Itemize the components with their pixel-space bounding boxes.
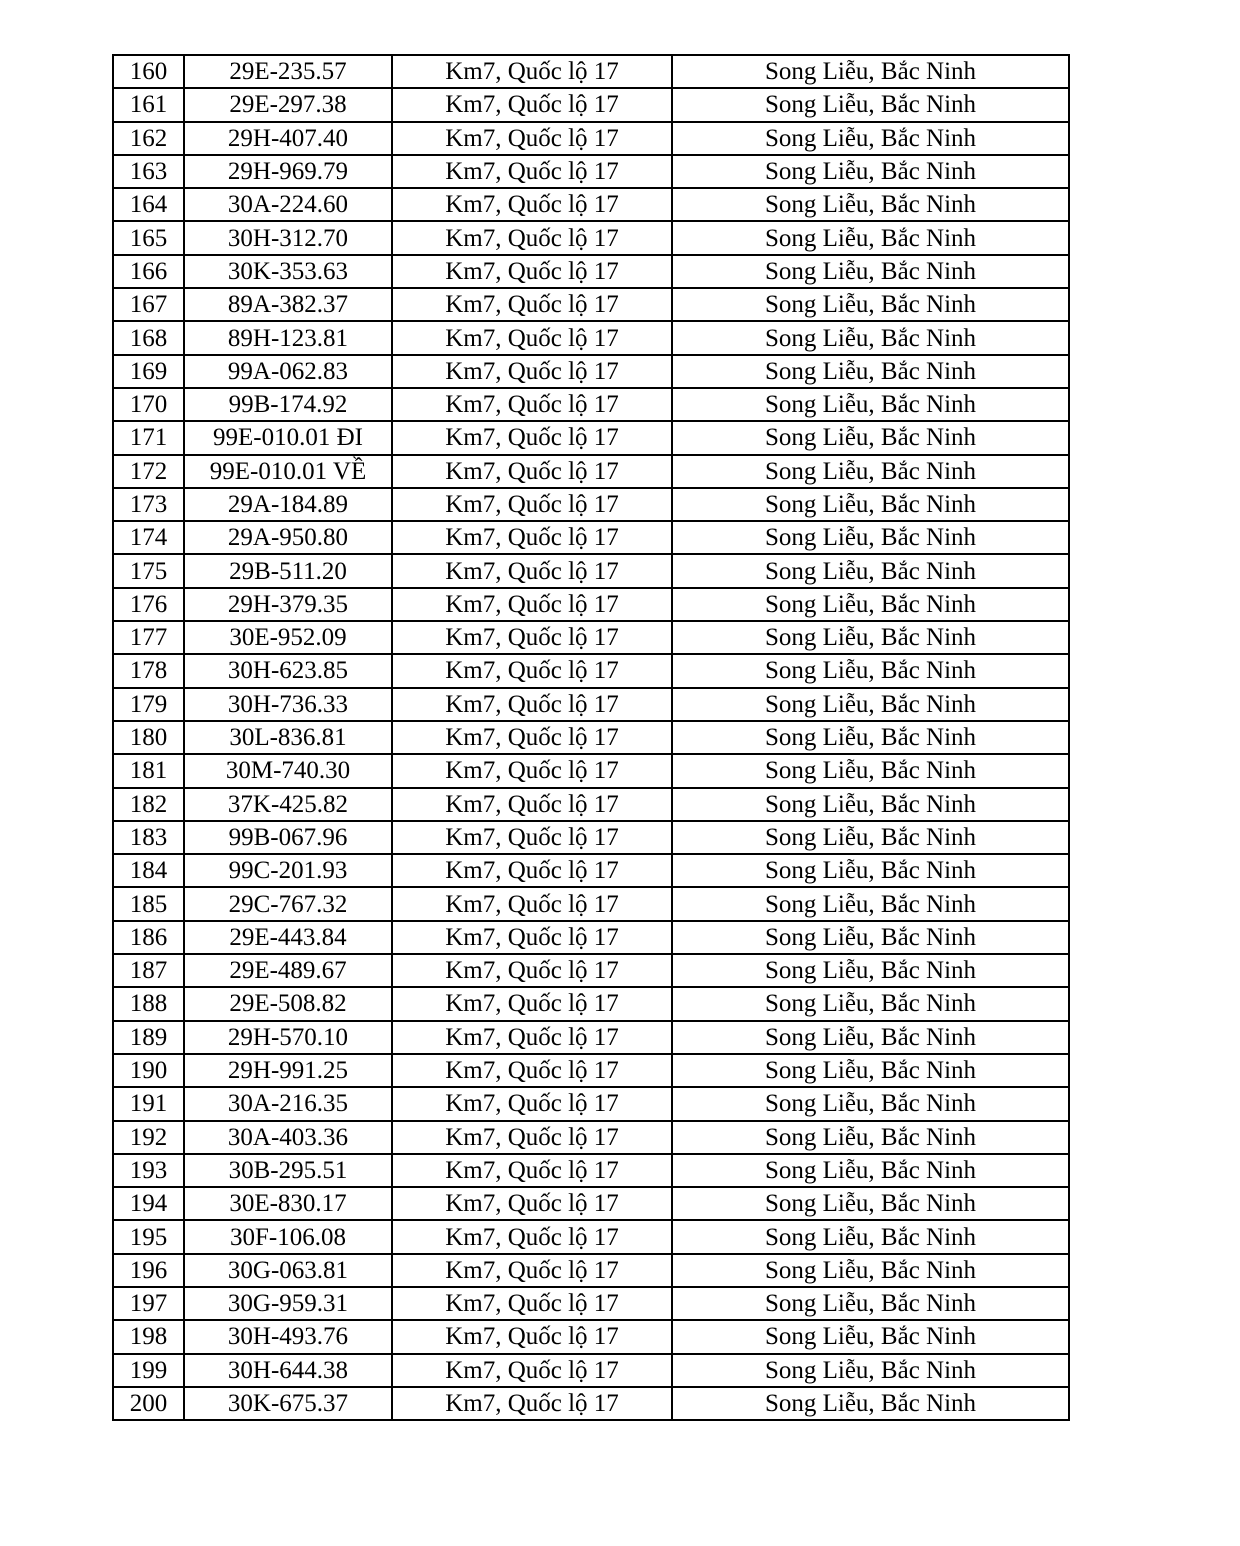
unit-cell: Song Liễu, Bắc Ninh [672, 1220, 1069, 1253]
unit-cell: Song Liễu, Bắc Ninh [672, 954, 1069, 987]
location-cell: Km7, Quốc lộ 17 [392, 1320, 672, 1353]
unit-cell: Song Liễu, Bắc Ninh [672, 1021, 1069, 1054]
location-cell: Km7, Quốc lộ 17 [392, 388, 672, 421]
table-row [113, 588, 1069, 621]
row-number-cell: 180 [113, 721, 184, 754]
table-row [113, 621, 1069, 654]
license-plate-cell: 30B-295.51 [184, 1154, 392, 1187]
license-plate-cell: 30G-959.31 [184, 1287, 392, 1320]
unit-cell: Song Liễu, Bắc Ninh [672, 921, 1069, 954]
table-row [113, 321, 1069, 354]
table-row [113, 1220, 1069, 1253]
license-plate-cell: 29E-443.84 [184, 921, 392, 954]
row-number-cell: 193 [113, 1154, 184, 1187]
unit-cell: Song Liễu, Bắc Ninh [672, 122, 1069, 155]
location-cell: Km7, Quốc lộ 17 [392, 421, 672, 454]
table-row [113, 1320, 1069, 1353]
table-row [113, 987, 1069, 1020]
location-cell: Km7, Quốc lộ 17 [392, 155, 672, 188]
location-cell: Km7, Quốc lộ 17 [392, 1087, 672, 1120]
table-row [113, 954, 1069, 987]
row-number-cell: 182 [113, 788, 184, 821]
row-number-cell: 165 [113, 221, 184, 254]
license-plate-cell: 30E-952.09 [184, 621, 392, 654]
table-row [113, 355, 1069, 388]
row-number-cell: 194 [113, 1187, 184, 1220]
license-plate-cell: 99E-010.01 VỀ [184, 455, 392, 488]
row-number-cell: 192 [113, 1121, 184, 1154]
location-cell: Km7, Quốc lộ 17 [392, 1021, 672, 1054]
row-number-cell: 171 [113, 421, 184, 454]
license-plate-cell: 89A-382.37 [184, 288, 392, 321]
table-row [113, 488, 1069, 521]
table-row [113, 221, 1069, 254]
license-plate-cell: 29B-511.20 [184, 554, 392, 587]
license-plate-cell: 29E-508.82 [184, 987, 392, 1020]
table-row [113, 1187, 1069, 1220]
license-plate-cell: 30G-063.81 [184, 1254, 392, 1287]
unit-cell: Song Liễu, Bắc Ninh [672, 754, 1069, 787]
location-cell: Km7, Quốc lộ 17 [392, 921, 672, 954]
location-cell: Km7, Quốc lộ 17 [392, 1054, 672, 1087]
unit-cell: Song Liễu, Bắc Ninh [672, 1254, 1069, 1287]
location-cell: Km7, Quốc lộ 17 [392, 88, 672, 121]
table-row [113, 1087, 1069, 1120]
license-plate-cell: 99B-067.96 [184, 821, 392, 854]
unit-cell: Song Liễu, Bắc Ninh [672, 588, 1069, 621]
table-row [113, 1054, 1069, 1087]
license-plate-cell: 30F-106.08 [184, 1220, 392, 1253]
row-number-cell: 179 [113, 688, 184, 721]
unit-cell: Song Liễu, Bắc Ninh [672, 1154, 1069, 1187]
unit-cell: Song Liễu, Bắc Ninh [672, 821, 1069, 854]
table-row [113, 1021, 1069, 1054]
location-cell: Km7, Quốc lộ 17 [392, 455, 672, 488]
row-number-cell: 162 [113, 122, 184, 155]
license-plate-cell: 99B-174.92 [184, 388, 392, 421]
row-number-cell: 199 [113, 1354, 184, 1387]
row-number-cell: 197 [113, 1287, 184, 1320]
row-number-cell: 167 [113, 288, 184, 321]
location-cell: Km7, Quốc lộ 17 [392, 1121, 672, 1154]
row-number-cell: 187 [113, 954, 184, 987]
row-number-cell: 185 [113, 887, 184, 920]
license-plate-cell: 29H-570.10 [184, 1021, 392, 1054]
table-row [113, 421, 1069, 454]
location-cell: Km7, Quốc lộ 17 [392, 1387, 672, 1420]
unit-cell: Song Liễu, Bắc Ninh [672, 1287, 1069, 1320]
unit-cell: Song Liễu, Bắc Ninh [672, 521, 1069, 554]
location-cell: Km7, Quốc lộ 17 [392, 1220, 672, 1253]
unit-cell: Song Liễu, Bắc Ninh [672, 621, 1069, 654]
location-cell: Km7, Quốc lộ 17 [392, 255, 672, 288]
unit-cell: Song Liễu, Bắc Ninh [672, 1121, 1069, 1154]
location-cell: Km7, Quốc lộ 17 [392, 987, 672, 1020]
license-plate-cell: 30A-403.36 [184, 1121, 392, 1154]
location-cell: Km7, Quốc lộ 17 [392, 122, 672, 155]
records-table [112, 54, 1070, 1421]
table-row [113, 455, 1069, 488]
table-row [113, 388, 1069, 421]
unit-cell: Song Liễu, Bắc Ninh [672, 654, 1069, 687]
row-number-cell: 190 [113, 1054, 184, 1087]
license-plate-cell: 30K-353.63 [184, 255, 392, 288]
row-number-cell: 173 [113, 488, 184, 521]
row-number-cell: 196 [113, 1254, 184, 1287]
row-number-cell: 169 [113, 355, 184, 388]
unit-cell: Song Liễu, Bắc Ninh [672, 788, 1069, 821]
license-plate-cell: 30H-493.76 [184, 1320, 392, 1353]
table-row [113, 688, 1069, 721]
row-number-cell: 198 [113, 1320, 184, 1353]
row-number-cell: 172 [113, 455, 184, 488]
unit-cell: Song Liễu, Bắc Ninh [672, 854, 1069, 887]
location-cell: Km7, Quốc lộ 17 [392, 1154, 672, 1187]
location-cell: Km7, Quốc lộ 17 [392, 621, 672, 654]
unit-cell: Song Liễu, Bắc Ninh [672, 421, 1069, 454]
unit-cell: Song Liễu, Bắc Ninh [672, 88, 1069, 121]
license-plate-cell: 29A-950.80 [184, 521, 392, 554]
row-number-cell: 200 [113, 1387, 184, 1420]
row-number-cell: 164 [113, 188, 184, 221]
location-cell: Km7, Quốc lộ 17 [392, 321, 672, 354]
table-row [113, 1287, 1069, 1320]
location-cell: Km7, Quốc lộ 17 [392, 554, 672, 587]
table-row [113, 255, 1069, 288]
unit-cell: Song Liễu, Bắc Ninh [672, 288, 1069, 321]
table-row [113, 721, 1069, 754]
location-cell: Km7, Quốc lộ 17 [392, 288, 672, 321]
license-plate-cell: 30E-830.17 [184, 1187, 392, 1220]
unit-cell: Song Liễu, Bắc Ninh [672, 887, 1069, 920]
license-plate-cell: 29H-991.25 [184, 1054, 392, 1087]
row-number-cell: 186 [113, 921, 184, 954]
location-cell: Km7, Quốc lộ 17 [392, 488, 672, 521]
unit-cell: Song Liễu, Bắc Ninh [672, 1320, 1069, 1353]
unit-cell: Song Liễu, Bắc Ninh [672, 1087, 1069, 1120]
location-cell: Km7, Quốc lộ 17 [392, 954, 672, 987]
table-row [113, 754, 1069, 787]
unit-cell: Song Liễu, Bắc Ninh [672, 388, 1069, 421]
license-plate-cell: 30L-836.81 [184, 721, 392, 754]
unit-cell: Song Liễu, Bắc Ninh [672, 221, 1069, 254]
row-number-cell: 175 [113, 554, 184, 587]
license-plate-cell: 29E-297.38 [184, 88, 392, 121]
unit-cell: Song Liễu, Bắc Ninh [672, 688, 1069, 721]
location-cell: Km7, Quốc lộ 17 [392, 788, 672, 821]
location-cell: Km7, Quốc lộ 17 [392, 521, 672, 554]
license-plate-cell: 29A-184.89 [184, 488, 392, 521]
location-cell: Km7, Quốc lộ 17 [392, 221, 672, 254]
location-cell: Km7, Quốc lộ 17 [392, 1287, 672, 1320]
license-plate-cell: 29H-379.35 [184, 588, 392, 621]
location-cell: Km7, Quốc lộ 17 [392, 654, 672, 687]
license-plate-cell: 30A-224.60 [184, 188, 392, 221]
license-plate-cell: 30K-675.37 [184, 1387, 392, 1420]
unit-cell: Song Liễu, Bắc Ninh [672, 488, 1069, 521]
license-plate-cell: 30H-623.85 [184, 654, 392, 687]
location-cell: Km7, Quốc lộ 17 [392, 688, 672, 721]
unit-cell: Song Liễu, Bắc Ninh [672, 255, 1069, 288]
location-cell: Km7, Quốc lộ 17 [392, 721, 672, 754]
license-plate-cell: 29C-767.32 [184, 887, 392, 920]
table-row [113, 821, 1069, 854]
location-cell: Km7, Quốc lộ 17 [392, 1187, 672, 1220]
records-table-body [113, 55, 1069, 1420]
row-number-cell: 181 [113, 754, 184, 787]
row-number-cell: 189 [113, 1021, 184, 1054]
license-plate-cell: 37K-425.82 [184, 788, 392, 821]
table-row [113, 1387, 1069, 1420]
table-row [113, 921, 1069, 954]
location-cell: Km7, Quốc lộ 17 [392, 588, 672, 621]
row-number-cell: 174 [113, 521, 184, 554]
unit-cell: Song Liễu, Bắc Ninh [672, 1187, 1069, 1220]
row-number-cell: 170 [113, 388, 184, 421]
table-row [113, 1154, 1069, 1187]
license-plate-cell: 99C-201.93 [184, 854, 392, 887]
license-plate-cell: 30H-736.33 [184, 688, 392, 721]
license-plate-cell: 30M-740.30 [184, 754, 392, 787]
row-number-cell: 161 [113, 88, 184, 121]
unit-cell: Song Liễu, Bắc Ninh [672, 1054, 1069, 1087]
location-cell: Km7, Quốc lộ 17 [392, 887, 672, 920]
table-row [113, 887, 1069, 920]
row-number-cell: 177 [113, 621, 184, 654]
license-plate-cell: 29E-235.57 [184, 55, 392, 88]
location-cell: Km7, Quốc lộ 17 [392, 188, 672, 221]
license-plate-cell: 29E-489.67 [184, 954, 392, 987]
table-row [113, 155, 1069, 188]
location-cell: Km7, Quốc lộ 17 [392, 1254, 672, 1287]
row-number-cell: 178 [113, 654, 184, 687]
unit-cell: Song Liễu, Bắc Ninh [672, 321, 1069, 354]
location-cell: Km7, Quốc lộ 17 [392, 355, 672, 388]
unit-cell: Song Liễu, Bắc Ninh [672, 55, 1069, 88]
row-number-cell: 163 [113, 155, 184, 188]
unit-cell: Song Liễu, Bắc Ninh [672, 355, 1069, 388]
table-row [113, 788, 1069, 821]
row-number-cell: 184 [113, 854, 184, 887]
row-number-cell: 183 [113, 821, 184, 854]
license-plate-cell: 99E-010.01 ĐI [184, 421, 392, 454]
license-plate-cell: 99A-062.83 [184, 355, 392, 388]
license-plate-cell: 30H-644.38 [184, 1354, 392, 1387]
row-number-cell: 168 [113, 321, 184, 354]
license-plate-cell: 30H-312.70 [184, 221, 392, 254]
unit-cell: Song Liễu, Bắc Ninh [672, 455, 1069, 488]
unit-cell: Song Liễu, Bắc Ninh [672, 188, 1069, 221]
row-number-cell: 191 [113, 1087, 184, 1120]
license-plate-cell: 29H-969.79 [184, 155, 392, 188]
unit-cell: Song Liễu, Bắc Ninh [672, 1387, 1069, 1420]
row-number-cell: 160 [113, 55, 184, 88]
location-cell: Km7, Quốc lộ 17 [392, 55, 672, 88]
row-number-cell: 176 [113, 588, 184, 621]
unit-cell: Song Liễu, Bắc Ninh [672, 554, 1069, 587]
location-cell: Km7, Quốc lộ 17 [392, 854, 672, 887]
table-row [113, 1354, 1069, 1387]
table-row [113, 854, 1069, 887]
table-row [113, 654, 1069, 687]
table-row [113, 1121, 1069, 1154]
unit-cell: Song Liễu, Bắc Ninh [672, 1354, 1069, 1387]
unit-cell: Song Liễu, Bắc Ninh [672, 987, 1069, 1020]
location-cell: Km7, Quốc lộ 17 [392, 1354, 672, 1387]
table-row [113, 521, 1069, 554]
table-row [113, 88, 1069, 121]
unit-cell: Song Liễu, Bắc Ninh [672, 155, 1069, 188]
table-row [113, 554, 1069, 587]
license-plate-cell: 29H-407.40 [184, 122, 392, 155]
table-row [113, 55, 1069, 88]
location-cell: Km7, Quốc lộ 17 [392, 754, 672, 787]
unit-cell: Song Liễu, Bắc Ninh [672, 721, 1069, 754]
table-row [113, 188, 1069, 221]
table-row [113, 122, 1069, 155]
row-number-cell: 195 [113, 1220, 184, 1253]
row-number-cell: 166 [113, 255, 184, 288]
row-number-cell: 188 [113, 987, 184, 1020]
table-row [113, 1254, 1069, 1287]
location-cell: Km7, Quốc lộ 17 [392, 821, 672, 854]
license-plate-cell: 30A-216.35 [184, 1087, 392, 1120]
table-row [113, 288, 1069, 321]
license-plate-cell: 89H-123.81 [184, 321, 392, 354]
